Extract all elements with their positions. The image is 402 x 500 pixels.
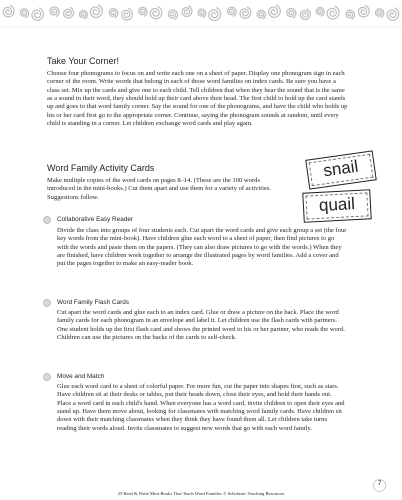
word-card-quail-text: quail: [318, 194, 356, 215]
swirl-ornament: [346, 10, 355, 19]
take-your-corner-body: Choose four phonograms to focus on and write each one on a sheet of paper. Display one phonogram sign in each corner of the room. Write words that belong in each of those word families on index cards. Be sure you have a class set. Mix up the cards and give one to each child. Tell children that when they hear the sound that is the same as a sound in their word, they should hold up their card above their head. The first child to hold up the card stands up and goes to that word family corner. Say the sound for one of the phonograms, and have the child who holds up his or her card first go to the appropriate corner. Continue, saying the phonogram sounds at random, until every child is standing in a corner. Let children exchange word cards and play again.: [47, 70, 348, 128]
item-body-collaborative-easy-reader: Divide the class into groups of four students each. Cut apart the word cards and give each group a set (the four key words from the mini-book). Have children glue each word to a sheet of paper, then find pictures to go with the words and paste them on the papers. (They can also draw pictures to go with the words.) When they are finished, have children work together to arrange the illustrated pages by word families. Add a cover and put the pages together to make an easy-reader book.: [57, 227, 347, 268]
section-title-take-your-corner: Take Your Corner!: [47, 56, 120, 66]
section-title-activity-cards: Word Family Activity Cards: [47, 163, 155, 173]
item-title: Collaborative Easy Reader: [57, 216, 134, 223]
swirl-ornament: [198, 9, 206, 18]
page-footer: 25 Read & Write Mini-Books That Teach Word Families © Scholastic Teaching Resources: [117, 491, 285, 496]
swirl-ornament: [3, 5, 14, 17]
swirl-ornament: [79, 11, 87, 20]
swirl-ornament: [269, 5, 281, 17]
word-card-snail-text: snail: [322, 156, 360, 181]
bullet-icon: [43, 373, 51, 381]
swirl-ornament: [32, 8, 44, 20]
word-card-quail: [302, 189, 371, 223]
word-card-snail: [305, 150, 377, 189]
bullet-icon: [43, 216, 51, 224]
swirl-ornament: [387, 8, 399, 20]
swirl-ornament: [64, 7, 74, 18]
swirl-ornament: [109, 9, 118, 18]
page-number: 7: [377, 480, 382, 487]
swirl-ornament: [358, 5, 369, 17]
swirl-ornament: [168, 10, 177, 20]
swirl-ornament: [182, 6, 192, 17]
swirl-ornament: [139, 7, 147, 16]
swirl-ornament: [50, 7, 59, 17]
swirl-ornament: [327, 6, 339, 19]
swirl-ornament: [228, 7, 237, 16]
item-body-word-family-flash-cards: Cut apart the word cards and glue each to an index card. Glue or draw a picture on the back. Place the word family cards for each phonogram in an envelope and label it. Let children use the flash cards with partners. One student holds up the first flash card and shows the printed word to his or her partner, who reads the word. Children can use the pictures on the backs of the cards to self-check.: [57, 309, 345, 342]
activity-cards-intro: Make multiple copies of the word cards on pages 8–14. (These are the 100 words introduced in the mini-books.) Cut them apart and use them for a variety of activities. Suggestions follow.: [47, 177, 271, 201]
swirl-ornament: [287, 8, 296, 18]
swirl-ornament: [150, 6, 162, 18]
item-title: Word Family Flash Cards: [57, 299, 129, 306]
swirl-ornament: [20, 9, 28, 18]
item-title: Move and Match: [57, 373, 105, 380]
swirl-ornament: [300, 9, 310, 20]
swirl-ornament: [376, 9, 384, 18]
swirl-ornament: [209, 8, 221, 21]
swirl-ornament: [316, 8, 324, 17]
swirl-ornament: [122, 8, 133, 20]
swirl-ornament: [240, 7, 251, 19]
swirl-ornament: [257, 10, 265, 19]
swirl-ornament: [90, 5, 102, 18]
bullet-icon: [43, 299, 51, 307]
decorative-swirl-border: [0, 0, 402, 30]
item-body-move-and-match: Glue each word card to a sheet of colorful paper. For more fun, cut the paper into shapes first, such as stars. Have children sit at their desks or tables, put their heads down, close their eyes, and hold their hands out. Place a word card in each child's hand. When everyone has a word card, invite children to open their eyes and stand up. Have them move about, looking for classmates with matching word family cards. Have children sit down with their matching classmates when they think they have found them all. Let children take turns reading their words aloud. Invite classmates to suggest new words that go with each word family.: [57, 383, 345, 432]
